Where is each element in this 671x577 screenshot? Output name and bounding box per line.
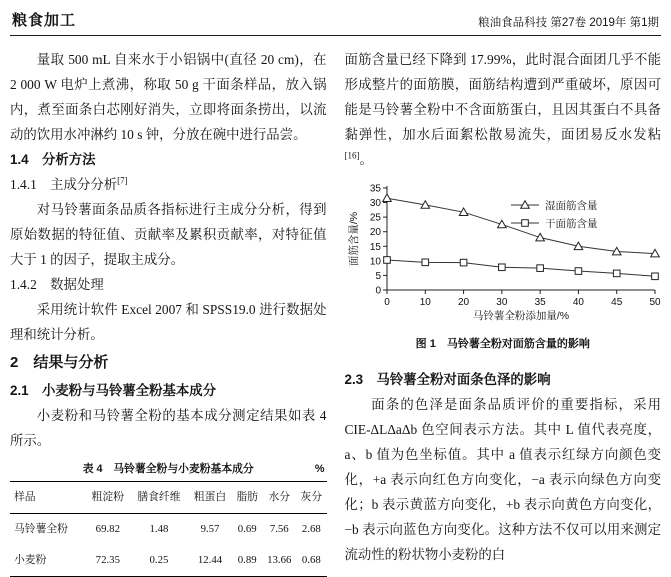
svg-text:0: 0 — [383, 297, 390, 308]
figure-1 — [345, 178, 662, 357]
gluten-content-chart — [345, 178, 667, 328]
paragraph-statistics: 采用统计软件 Excel 2007 和 SPSS19.0 进行数据处理和统计分析。 — [10, 302, 327, 342]
table-row — [10, 545, 327, 577]
svg-text:35: 35 — [534, 297, 546, 308]
svg-text:10: 10 — [369, 256, 381, 268]
heading-1-4-1-text: 1.4.1 主成分分析 — [10, 177, 118, 192]
table-row — [10, 514, 327, 546]
svg-text:45: 45 — [610, 297, 622, 308]
svg-text:干面筋含量: 干面筋含量 — [544, 217, 597, 230]
table-4-unit: % — [314, 463, 325, 475]
heading-2-3-color: 2.3 马铃薯全粉对面条色泽的影响 — [344, 372, 551, 387]
sample-name-cell: 小麦粉 — [14, 554, 47, 566]
paragraph-pca: 对马铃薯面条品质各指标进行主成分分析，得到原始数据的特征值、贡献率及累积贡献率，对特征值大于 1 的因子，提取主成分。 — [10, 202, 327, 267]
value-cell: 12.44 — [197, 554, 223, 566]
right-column — [345, 47, 662, 577]
value-cell: 69.82 — [95, 523, 120, 535]
figure-1-caption: 图 1 马铃薯全粉对面筋含量的影响 — [415, 338, 590, 350]
reference-7: [7] — [117, 175, 128, 186]
svg-text:30: 30 — [495, 297, 507, 308]
svg-text:面筋含量/%: 面筋含量/% — [347, 211, 360, 267]
svg-text:湿面筋含量: 湿面筋含量 — [544, 199, 597, 212]
svg-text:20: 20 — [457, 297, 469, 308]
paragraph-cooking-method: 量取 500 mL 自来水于小铝锅中(直径 20 cm)，在 2 000 W 电炉上煮沸，称取 50 g 干面条样品，放入锅内，煮至面条白芯刚好消失，立即将面条捞出，以流动的饮用水冲淋约 10 s 钟，分放在碗中进行品尝。 — [10, 52, 327, 142]
column-header: 粗蛋白 — [193, 491, 227, 503]
value-cell: 1.48 — [149, 523, 169, 535]
heading-1-4-2-data-processing: 1.4.2 数据处理 — [10, 277, 104, 292]
heading-1-4-1-pca — [10, 172, 327, 197]
value-cell: 2.68 — [301, 523, 321, 535]
value-cell: 9.57 — [200, 523, 220, 535]
paragraph-gluten-discussion — [345, 47, 662, 172]
svg-text:15: 15 — [369, 241, 381, 253]
heading-2-1-composition: 2.1 小麦粉与马铃薯全粉基本成分 — [10, 383, 217, 398]
page-header — [10, 6, 661, 36]
svg-text:5: 5 — [374, 270, 381, 282]
reference-16: [16] — [344, 150, 360, 161]
paragraph-gluten-text: 面筋含量已经下降到 17.99%，此时混合面团几乎不能形成整片的面筋膜，面筋结构遭到严重破坏，原因可能是马铃薯全粉中不含面筋蛋白，且因其蛋白不具备黏弹性，加水后面絮松散易流失，面团易反水发粘 — [344, 52, 661, 142]
value-cell: 0.69 — [237, 523, 257, 535]
column-header: 脂肪 — [236, 491, 259, 503]
table-header-row — [10, 482, 327, 514]
svg-text:35: 35 — [369, 183, 381, 195]
heading-1-4-analysis-methods: 1.4 分析方法 — [10, 152, 96, 167]
svg-text:50: 50 — [648, 297, 661, 308]
two-column-body — [10, 36, 661, 577]
value-cell: 0.25 — [149, 554, 169, 566]
column-header: 灰分 — [300, 491, 323, 503]
value-cell: 0.68 — [301, 554, 321, 566]
paragraph-table-intro: 小麦粉和马铃薯全粉的基本成分测定结果如表 4 所示。 — [10, 408, 327, 448]
table-4-caption-text: 表 4 马铃薯全粉与小麦粉基本成分 — [82, 463, 254, 475]
value-cell: 72.35 — [95, 554, 120, 566]
column-header: 粗淀粉 — [91, 491, 125, 503]
value-cell: 13.66 — [267, 554, 292, 566]
journal-volume-info: 粮油食品科技 第27卷 2019年 第1期 — [478, 17, 659, 29]
svg-text:40: 40 — [572, 297, 584, 308]
svg-text:0: 0 — [374, 285, 381, 297]
svg-text:马铃薯全粉添加量/%: 马铃薯全粉添加量/% — [472, 310, 569, 322]
svg-text:10: 10 — [419, 297, 431, 308]
value-cell: 7.56 — [269, 523, 289, 535]
left-column — [10, 47, 327, 577]
section-title: 粮食加工 — [12, 12, 77, 29]
column-header: 样品 — [14, 491, 36, 503]
value-cell: 0.89 — [237, 554, 257, 566]
column-header: 水分 — [268, 491, 291, 503]
svg-text:25: 25 — [369, 212, 381, 224]
heading-2-results: 2 结果与分析 — [10, 354, 109, 371]
basic-composition-table — [10, 481, 327, 577]
paragraph-color-measurement: 面条的色泽是面条品质评价的重要指标，采用 CIE-ΔLΔaΔb 色空间表示方法。其中 L 值代表亮度，a、b 值为色坐标值。其中 a 值表示红绿方向颜色变化，+a 表示向红色方向变化，−a 表示向绿色方向变化；b 表示黄蓝方向变化，+b 表示向黄色方向变化，−b 表示向蓝色方向变化。这种方法不仅可以用来测定流动性的粉状物小麦粉的白 — [344, 397, 661, 562]
table-4-caption — [10, 462, 327, 476]
svg-text:20: 20 — [369, 227, 381, 239]
paragraph-gluten-period: 。 — [359, 152, 373, 167]
sample-name-cell: 马铃薯全粉 — [14, 523, 68, 535]
svg-text:30: 30 — [369, 198, 381, 210]
column-header: 膳食纤维 — [137, 491, 181, 503]
